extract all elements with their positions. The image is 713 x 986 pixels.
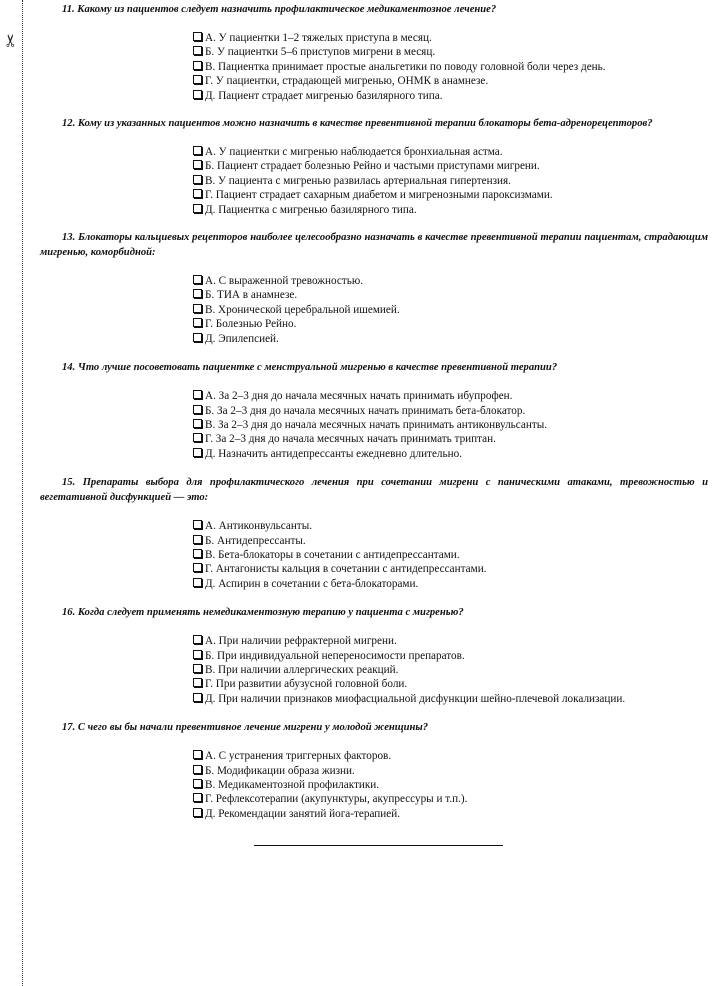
answer-option-a[interactable] [193, 634, 708, 648]
question-text: 17. С чего вы бы начали превентивное лечение мигрени у молодой женщины? [62, 722, 429, 734]
checkbox-icon[interactable] [193, 750, 202, 759]
answer-option-e[interactable] [193, 89, 708, 103]
answer-option-e[interactable] [193, 692, 708, 706]
answer-option-b[interactable] [193, 404, 708, 418]
answer-option-b[interactable] [193, 45, 708, 59]
answer-option-d[interactable] [193, 74, 708, 88]
answer-option-label: А. За 2–3 дня до начала месячных начать принимать ибупрофен. [205, 390, 513, 403]
answer-option-c[interactable] [193, 778, 708, 792]
answer-option-c[interactable] [193, 60, 708, 74]
checkbox-icon[interactable] [193, 779, 202, 788]
answer-option-d[interactable] [193, 188, 708, 202]
question-12 [40, 116, 708, 217]
checkbox-icon[interactable] [193, 433, 202, 442]
answer-option-label: Д. Назначить антидепрессанты ежедневно длительно. [205, 447, 462, 460]
checkbox-icon[interactable] [193, 765, 202, 774]
checkbox-icon[interactable] [193, 333, 202, 342]
checkbox-icon[interactable] [193, 75, 202, 84]
answer-option-label: Г. Антагонисты кальция в сочетании с антидепрессантами. [205, 563, 487, 576]
checkbox-icon[interactable] [193, 635, 202, 644]
checkbox-icon[interactable] [193, 275, 202, 284]
checkbox-icon[interactable] [193, 160, 202, 169]
answer-option-label: А. У пациентки с мигренью наблюдается бронхиальная астма. [205, 146, 503, 159]
checkbox-icon[interactable] [193, 90, 202, 99]
checkbox-icon[interactable] [193, 175, 202, 184]
answer-option-e[interactable] [193, 203, 708, 217]
answer-option-label: Г. Болезнью Рейно. [205, 318, 297, 331]
answer-option-label: Б. Пациент страдает болезнью Рейно и частыми приступами мигрени. [205, 160, 540, 173]
answer-option-label: Д. При наличии признаков миофасциальной дисфункции шейно-плечевой локализации. [205, 692, 626, 705]
answer-option-label: В. Бета-блокаторы в сочетании с антидепрессантами. [205, 548, 460, 561]
answer-option-label: Г. Рефлексотерапии (акупунктуры, акупрессуры и т.п.). [205, 793, 468, 806]
answer-option-label: А. С устранения триггерных факторов. [205, 750, 392, 763]
answer-option-label: Г. За 2–3 дня до начала месячных начать принимать триптан. [205, 433, 496, 446]
answer-option-b[interactable] [193, 649, 708, 663]
answer-option-label: В. При наличии аллергических реакций. [205, 663, 399, 676]
checkbox-icon[interactable] [193, 318, 202, 327]
checkbox-icon[interactable] [193, 405, 202, 414]
answer-option-label: Д. Рекомендации занятий йога-терапией. [205, 807, 400, 820]
checkbox-icon[interactable] [193, 549, 202, 558]
answer-options [193, 274, 708, 346]
answer-option-a[interactable] [193, 31, 708, 45]
answer-option-label: Б. ТИА в анамнезе. [205, 289, 298, 302]
checkbox-icon[interactable] [193, 520, 202, 529]
question-text: 15. Препараты выбора для профилактического лечения при сочетании мигрени с паническими атаками, тревожностью и вегетативной дисфункцией — это: [40, 477, 708, 504]
question-text: 16. Когда следует применять немедикаментозную терапию у пациента с мигренью? [62, 607, 464, 619]
answer-option-label: А. С выраженной тревожностью. [205, 275, 363, 288]
question-14 [40, 360, 708, 461]
answer-options [193, 519, 708, 591]
answer-option-label: В. Хронической церебральной ишемией. [205, 303, 400, 316]
answer-option-label: В. У пациента с мигренью развилась артериальная гипертензия. [205, 174, 511, 187]
answer-option-label: А. При наличии рефрактерной мигрени. [205, 635, 397, 648]
answer-option-a[interactable] [193, 519, 708, 533]
scissors-icon: ✂ [1, 33, 21, 48]
question-13 [40, 230, 708, 346]
question-text: 14. Что лучше посоветовать пациентке с менструальной мигренью в качестве превентивной терапии? [62, 362, 558, 374]
answer-option-e[interactable] [193, 447, 708, 461]
answer-option-label: В. За 2–3 дня до начала месячных начать принимать антиконвульсанты. [205, 418, 548, 431]
checkbox-icon[interactable] [193, 390, 202, 399]
checkbox-icon[interactable] [193, 693, 202, 702]
answer-option-d[interactable] [193, 792, 708, 806]
question-text: 11. Какому из пациентов следует назначить профилактическое медикаментозное лечение? [62, 4, 497, 15]
answer-options [193, 389, 708, 461]
cut-line [22, 0, 23, 986]
answer-option-label: Г. Пациент страдает сахарным диабетом и мигренозными пароксизмами. [205, 189, 553, 202]
checkbox-icon[interactable] [193, 563, 202, 572]
question-text: 13. Блокаторы кальциевых рецепторов наиболее целесообразно назначать в качестве превентивной терапии пациентам, страдающим мигренью, коморбидной: [40, 232, 708, 259]
checkbox-icon[interactable] [193, 678, 202, 687]
answer-option-label: В. Медикаментозной профилактики. [205, 779, 380, 791]
checkbox-icon[interactable] [193, 304, 202, 313]
answer-option-d[interactable] [193, 677, 708, 691]
answer-option-label: Б. Модификации образа жизни. [205, 764, 355, 777]
question-15 [40, 475, 708, 591]
checkbox-icon[interactable] [193, 793, 202, 802]
answer-option-label: А. У пациентки 1–2 тяжелых приступа в месяц. [205, 32, 432, 44]
answer-option-c[interactable] [193, 663, 708, 677]
answer-option-b[interactable] [193, 764, 708, 778]
question-11 [40, 2, 708, 103]
answer-option-a[interactable] [193, 749, 708, 763]
answer-option-d[interactable] [193, 562, 708, 576]
answer-options [193, 749, 708, 821]
answer-option-label: Д. Пациентка с мигренью базилярного типа. [205, 203, 417, 216]
answer-option-label: Б. У пациентки 5–6 приступов мигрени в месяц. [205, 46, 436, 59]
answer-option-label: Д. Пациент страдает мигренью базилярного типа. [205, 89, 443, 102]
answer-option-a[interactable] [193, 389, 708, 403]
question-text: 12. Кому из указанных пациентов можно назначить в качестве превентивной терапии блокаторы бета-адренорецепторов? [62, 118, 653, 130]
answer-options [193, 145, 708, 217]
answer-option-label: Б. При индивидуальной непереносимости препаратов. [205, 649, 465, 662]
answer-option-label: В. Пациентка принимает простые анальгетики по поводу головной боли через день. [205, 60, 606, 73]
answer-option-e[interactable] [193, 577, 708, 591]
checkbox-icon[interactable] [193, 664, 202, 673]
checkbox-icon[interactable] [193, 146, 202, 155]
answer-option-label: А. Антиконвульсанты. [205, 520, 313, 533]
answer-option-b[interactable] [193, 159, 708, 173]
checkbox-icon[interactable] [193, 189, 202, 198]
checkbox-icon[interactable] [193, 419, 202, 428]
answer-option-a[interactable] [193, 145, 708, 159]
end-divider [254, 845, 503, 846]
answer-option-label: Д. Аспирин в сочетании с бета-блокаторами. [205, 577, 419, 590]
answer-option-label: Г. У пациентки, страдающей мигренью, ОНМК в анамнезе. [205, 75, 489, 88]
checkbox-icon[interactable] [193, 61, 202, 70]
checkbox-icon[interactable] [193, 578, 202, 587]
answer-option-label: Б. Антидепрессанты. [205, 534, 306, 547]
checkbox-icon[interactable] [193, 289, 202, 298]
answer-option-c[interactable] [193, 174, 708, 188]
answer-option-c[interactable] [193, 303, 708, 317]
answer-option-c[interactable] [193, 548, 708, 562]
checkbox-icon[interactable] [193, 204, 202, 213]
answer-option-b[interactable] [193, 288, 708, 302]
answer-options [193, 31, 708, 103]
answer-options [193, 634, 708, 706]
answer-option-e[interactable] [193, 807, 708, 821]
checkbox-icon[interactable] [193, 32, 202, 41]
checkbox-icon[interactable] [193, 650, 202, 659]
answer-option-label: Б. За 2–3 дня до начала месячных начать принимать бета-блокатор. [205, 404, 526, 417]
answer-option-d[interactable] [193, 432, 708, 446]
answer-option-label: Г. При развитии абузусной головной боли. [205, 678, 408, 691]
answer-option-label: Д. Эпилепсией. [205, 332, 279, 345]
answer-option-a[interactable] [193, 274, 708, 288]
question-17 [40, 720, 708, 821]
answer-option-b[interactable] [193, 534, 708, 548]
checkbox-icon[interactable] [193, 535, 202, 544]
checkbox-icon[interactable] [193, 448, 202, 457]
answer-option-c[interactable] [193, 418, 708, 432]
question-16 [40, 605, 708, 706]
checkbox-icon[interactable] [193, 808, 202, 817]
question-list [40, 2, 708, 821]
answer-option-e[interactable] [193, 332, 708, 346]
answer-option-d[interactable] [193, 317, 708, 331]
checkbox-icon[interactable] [193, 46, 202, 55]
